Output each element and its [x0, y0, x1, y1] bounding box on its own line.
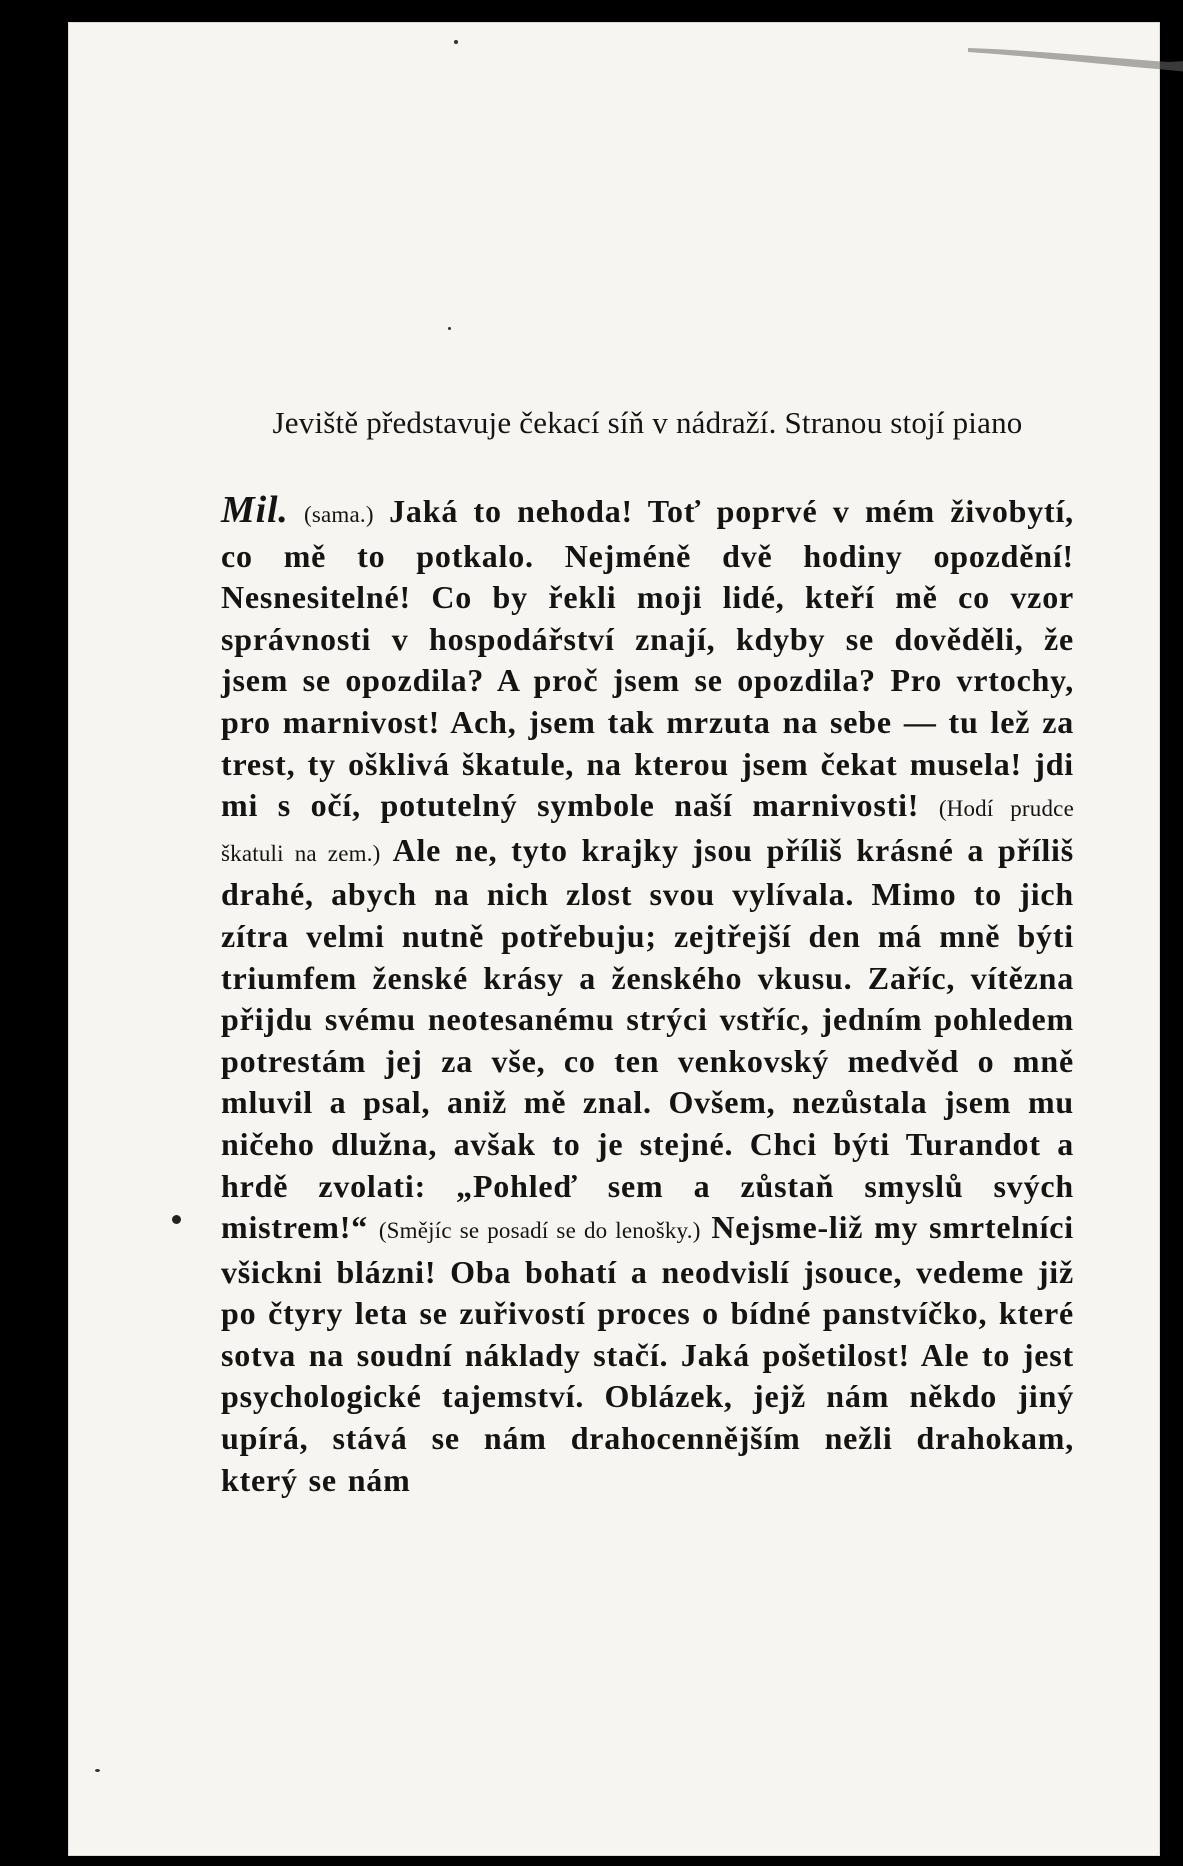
- page-speck: [448, 327, 451, 330]
- text-block: [221, 403, 1074, 1501]
- stage-direction-inline: (sama.): [304, 502, 374, 527]
- margin-dot: [172, 1215, 181, 1224]
- speech-text: Nejsme-liž my smrtelníci všickni blázni! Oba bohatí a neodvislí jsouce, vedeme již po čtyry leta se zuřivostí proces o bídné panstvíčko, které sotva na soudní náklady stačí. Jaká pošetilost! Ale to jest psychologické tajemství. Oblázek, jejž nám někdo jiný upírá, stává se nám drahocennějším nežli drahokam, který se nám: [221, 1209, 1074, 1498]
- speech-text: Jaká to nehoda! Toť poprvé v mém živobytí, co mě to potkalo. Nejméně dvě hodiny opozdění! Nesnesitelné! Co by řekli moji lidé, kteří mě co vzor správnosti v hospodářství znají, kdyby se dověděli, že jsem se opozdila? A proč jsem se opozdila? Pro vrtochy, pro marnivost! Ach, jsem tak mrzuta na sebe — tu lež za trest, ty ošklivá škatule, na kterou jsem čekat musela! jdi mi s očí, potutelný symbole naší marnivosti!: [221, 493, 1074, 824]
- speech-text: Ale ne, tyto krajky jsou příliš krásné a příliš drahé, abych na nich zlost svou vylívala. Mimo to jich zítra velmi nutně potřebuju; zejtřejší den má mně býti triumfem ženské krásy a ženského vkusu. Zaříc, vítězna přijdu svému neotesanému strýci vstříc, jedním pohledem potrestám jej za vše, co ten venkovský medvěd o mně mluvil a psal, aniž mě znal. Ovšem, nezůstala jsem mu ničeho dlužna, avšak to je stejné. Chci býti Turandot a hrdě zvolati: „Pohleď sem a zůstaň smyslů svých mistrem!“: [221, 831, 1074, 1246]
- stage-direction-inline: (Smějíc se posadí se do lenošky.): [378, 1218, 701, 1244]
- stage-direction: Jeviště představuje čekací síň v nádraží. Stranou stojí piano: [272, 405, 1023, 440]
- speaker-name: Mil.: [221, 489, 289, 531]
- stage-direction-inline: (Hodí prudce škatuli na zem.): [221, 796, 1074, 866]
- page-speck: [454, 40, 458, 44]
- page-speck: [95, 1769, 100, 1772]
- speech-paragraph: [221, 490, 1074, 1501]
- page-edge-tear: [968, 40, 1183, 80]
